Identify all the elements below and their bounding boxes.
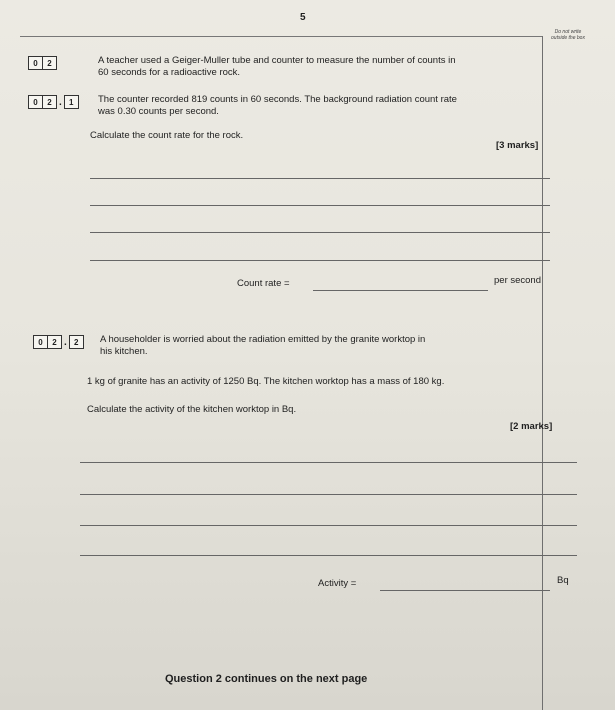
page-number: 5 [300, 12, 306, 23]
part-data-line: 1 kg of granite has an activity of 1250 Bq. The kitchen worktop has a mass of 180 kg. [87, 376, 445, 387]
question-text-line: A teacher used a Geiger-Muller tube and counter to measure the number of counts in [98, 55, 456, 66]
top-rule [20, 36, 543, 37]
part-number-box [33, 335, 83, 349]
part-text-line: The counter recorded 819 counts in 60 seconds. The background radiation count rate [98, 94, 457, 105]
part-text-line: his kitchen. [100, 346, 148, 357]
part-digit: 0 [28, 95, 43, 109]
answer-line[interactable] [80, 462, 577, 463]
part-digit: 1 [64, 95, 79, 109]
part-text-line: was 0.30 counts per second. [98, 106, 219, 117]
qnum-digit: 0 [28, 56, 43, 70]
answer-label: Activity = [318, 578, 357, 589]
part-separator: . [59, 96, 62, 108]
question-text-line: 60 seconds for a radioactive rock. [98, 67, 241, 78]
part-digit: 0 [33, 335, 48, 349]
margin-line [542, 36, 543, 710]
question-number-box [28, 56, 56, 70]
marks-label: [2 marks] [510, 421, 553, 432]
answer-line[interactable] [90, 232, 550, 233]
part-separator: . [64, 336, 67, 348]
part-instruction: Calculate the count rate for the rock. [90, 130, 244, 141]
answer-line[interactable] [80, 494, 577, 495]
answer-line[interactable] [90, 205, 550, 206]
margin-note: Do not write outside the box [551, 29, 585, 41]
answer-label: Count rate = [237, 278, 290, 289]
answer-line[interactable] [80, 555, 577, 556]
answer-line[interactable] [90, 260, 550, 261]
answer-unit: per second [494, 275, 542, 286]
continues-note: Question 2 continues on the next page [165, 673, 368, 685]
part-text-line: A householder is worried about the radiation emitted by the granite worktop in [100, 334, 426, 345]
qnum-digit: 2 [42, 56, 57, 70]
part-digit: 2 [42, 95, 57, 109]
part-instruction: Calculate the activity of the kitchen worktop in Bq. [87, 404, 297, 415]
answer-blank[interactable] [313, 290, 488, 291]
part-number-box [28, 95, 78, 109]
part-digit: 2 [47, 335, 62, 349]
answer-line[interactable] [80, 525, 577, 526]
part-digit: 2 [69, 335, 84, 349]
marks-label: [3 marks] [496, 140, 539, 151]
answer-blank[interactable] [380, 590, 550, 591]
answer-line[interactable] [90, 178, 550, 179]
answer-unit: Bq [557, 575, 569, 586]
